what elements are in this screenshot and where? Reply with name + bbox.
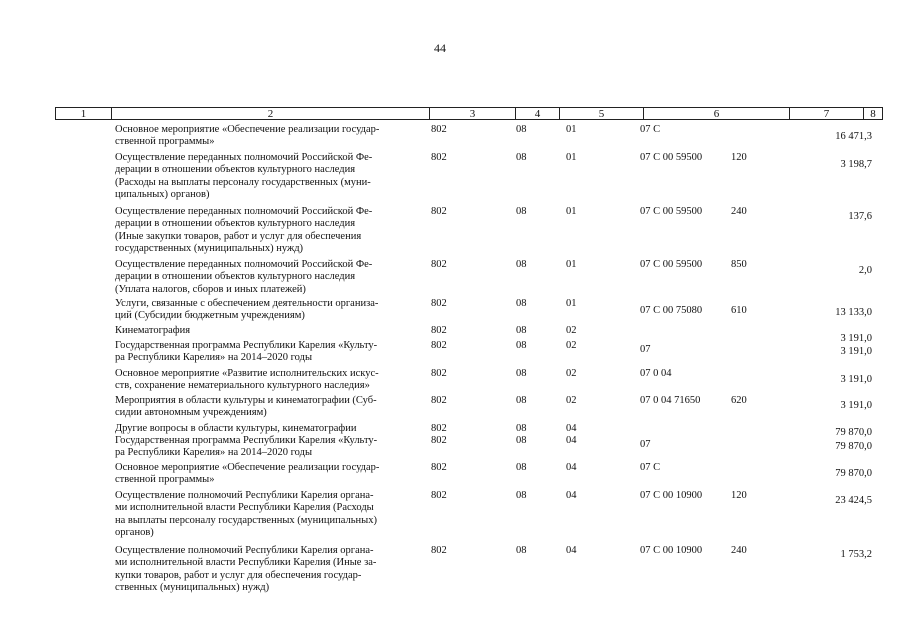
cell-vr: 240 <box>731 206 747 217</box>
cell-rz: 08 <box>516 340 527 351</box>
name-line: Осуществление полномочий Республики Карелия органа- <box>115 545 374 556</box>
name-line: Осуществление переданных полномочий Российской Фе- <box>115 206 373 217</box>
cell-rz: 08 <box>516 395 527 406</box>
header-col-1: 1 <box>56 108 112 119</box>
cell-sum: 137,6 <box>848 211 872 222</box>
cell-csr: 07 С 00 59500 <box>640 152 703 163</box>
cell-pr: 04 <box>566 435 577 446</box>
row-name <box>115 395 425 420</box>
cell-sum: 3 191,0 <box>840 374 872 385</box>
cell-sum: 3 198,7 <box>840 159 872 170</box>
row-name <box>115 124 425 149</box>
name-line: ципальных) органов) <box>115 188 210 200</box>
name-line: ственной программы» <box>115 136 215 148</box>
cell-sum: 3 191,0 <box>840 400 872 411</box>
cell-rz: 08 <box>516 490 527 501</box>
cell-pr: 01 <box>566 152 577 163</box>
cell-sum: 3 191,0 <box>840 346 872 357</box>
row-name <box>115 152 425 201</box>
cell-csr: 07 <box>640 344 651 355</box>
name-line: ций (Субсидии бюджетным учреждениям) <box>115 310 305 322</box>
cell-ved: 802 <box>431 395 447 406</box>
cell-ved: 802 <box>431 368 447 379</box>
header-col-5: 5 <box>560 108 644 119</box>
row-name <box>115 423 425 435</box>
cell-rz: 08 <box>516 152 527 163</box>
page-number: 44 <box>434 41 446 55</box>
header-col-8: 8 <box>870 108 876 120</box>
cell-vr: 120 <box>731 490 747 501</box>
cell-sum: 13 133,0 <box>835 307 872 318</box>
cell-csr: 07 <box>640 439 651 450</box>
name-line: Основное мероприятие «Обеспечение реализации государ- <box>115 462 380 473</box>
row-name <box>115 325 425 337</box>
cell-ved: 802 <box>431 423 447 434</box>
name-line: государственных (муниципальных) нужд) <box>115 242 304 254</box>
cell-vr: 610 <box>731 305 747 316</box>
cell-sum: 79 870,0 <box>835 441 872 452</box>
row-name <box>115 298 425 323</box>
name-line: купки товаров, работ и услуг для обеспечения государ- <box>115 569 362 581</box>
cell-sum: 79 870,0 <box>835 427 872 438</box>
cell-rz: 08 <box>516 298 527 309</box>
name-line: Другие вопросы в области культуры, кинематографии <box>115 423 357 434</box>
header-col-4: 4 <box>516 108 560 119</box>
name-line: ственной программы» <box>115 474 215 486</box>
row-name <box>115 435 425 460</box>
row-name <box>115 206 425 255</box>
cell-rz: 08 <box>516 206 527 217</box>
row-name <box>115 259 425 296</box>
cell-pr: 02 <box>566 395 577 406</box>
cell-ved: 802 <box>431 259 447 270</box>
cell-csr: 07 С 00 59500 <box>640 259 703 270</box>
name-line: дерации в отношении объектов культурного наследия <box>115 218 356 230</box>
name-line: Основное мероприятие «Развитие исполнительских искус- <box>115 368 379 379</box>
name-line: (Иные закупки товаров, работ и услуг для обеспечения <box>115 230 362 242</box>
cell-rz: 08 <box>516 259 527 270</box>
cell-ved: 802 <box>431 462 447 473</box>
row-name <box>115 368 425 393</box>
table-header <box>55 107 883 120</box>
cell-ved: 802 <box>431 545 447 556</box>
name-line: органов) <box>115 526 154 538</box>
name-line: Осуществление полномочий Республики Карелия органа- <box>115 490 374 501</box>
name-line: Осуществление переданных полномочий Российской Фе- <box>115 259 373 270</box>
name-line: Услуги, связанные с обеспечением деятельности организа- <box>115 298 379 309</box>
cell-pr: 01 <box>566 259 577 270</box>
name-line: ми исполнительной власти Республики Карелия (Расходы <box>115 502 374 514</box>
header-col-3: 3 <box>430 108 516 119</box>
cell-rz: 08 <box>516 423 527 434</box>
cell-ved: 802 <box>431 435 447 446</box>
cell-ved: 802 <box>431 340 447 351</box>
header-col-6: 6 <box>644 108 790 119</box>
cell-pr: 02 <box>566 325 577 336</box>
header-col-2: 2 <box>112 108 430 119</box>
cell-vr: 240 <box>731 545 747 556</box>
cell-sum: 3 191,0 <box>840 333 872 344</box>
cell-ved: 802 <box>431 490 447 501</box>
cell-rz: 08 <box>516 435 527 446</box>
cell-pr: 04 <box>566 423 577 434</box>
cell-sum: 79 870,0 <box>835 468 872 479</box>
cell-csr: 07 С <box>640 462 661 473</box>
name-line: Основное мероприятие «Обеспечение реализации государ- <box>115 124 380 135</box>
cell-ved: 802 <box>431 206 447 217</box>
cell-pr: 04 <box>566 462 577 473</box>
cell-pr: 01 <box>566 206 577 217</box>
header-col-7: 7 <box>790 108 864 119</box>
name-line: Мероприятия в области культуры и кинематографии (Суб- <box>115 395 377 406</box>
cell-csr: 07 С <box>640 124 661 135</box>
cell-pr: 04 <box>566 545 577 556</box>
name-line: ственных (муниципальных) нужд) <box>115 581 270 593</box>
cell-csr: 07 С 00 10900 <box>640 545 703 556</box>
name-line: Осуществление переданных полномочий Российской Фе- <box>115 152 373 163</box>
cell-rz: 08 <box>516 368 527 379</box>
cell-vr: 850 <box>731 259 747 270</box>
cell-csr: 07 0 04 <box>640 368 672 379</box>
cell-sum: 1 753,2 <box>840 549 872 560</box>
cell-pr: 01 <box>566 124 577 135</box>
cell-rz: 08 <box>516 462 527 473</box>
name-line: (Расходы на выплаты персоналу государственных (муни- <box>115 176 371 188</box>
row-name <box>115 340 425 365</box>
cell-sum: 23 424,5 <box>835 495 872 506</box>
cell-pr: 02 <box>566 368 577 379</box>
cell-csr: 07 С 00 75080 <box>640 305 703 316</box>
row-name <box>115 462 425 487</box>
cell-csr: 07 С 00 10900 <box>640 490 703 501</box>
name-line: дерации в отношении объектов культурного наследия <box>115 164 356 176</box>
cell-vr: 620 <box>731 395 747 406</box>
cell-rz: 08 <box>516 545 527 556</box>
row-name <box>115 545 425 594</box>
name-line: ств, сохранение нематериального культурного наследия» <box>115 380 370 392</box>
name-line: ми исполнительной власти Республики Карелия (Иные за- <box>115 557 377 569</box>
row-name <box>115 490 425 539</box>
cell-csr: 07 С 00 59500 <box>640 206 703 217</box>
cell-vr: 120 <box>731 152 747 163</box>
cell-ved: 802 <box>431 298 447 309</box>
name-line: Государственная программа Республики Карелия «Культу- <box>115 435 378 446</box>
cell-ved: 802 <box>431 124 447 135</box>
cell-ved: 802 <box>431 325 447 336</box>
name-line: на выплаты персоналу государственных (муниципальных) <box>115 514 377 526</box>
cell-sum: 16 471,3 <box>835 131 872 142</box>
cell-rz: 08 <box>516 124 527 135</box>
name-line: ра Республики Карелия» на 2014–2020 годы <box>115 447 313 459</box>
cell-rz: 08 <box>516 325 527 336</box>
cell-pr: 04 <box>566 490 577 501</box>
cell-pr: 02 <box>566 340 577 351</box>
name-line: ра Республики Карелия» на 2014–2020 годы <box>115 352 313 364</box>
name-line: Государственная программа Республики Карелия «Культу- <box>115 340 378 351</box>
cell-csr: 07 0 04 71650 <box>640 395 701 406</box>
name-line: (Уплата налогов, сборов и иных платежей) <box>115 283 306 295</box>
name-line: дерации в отношении объектов культурного наследия <box>115 271 356 283</box>
cell-sum: 2,0 <box>858 265 872 276</box>
cell-pr: 01 <box>566 298 577 309</box>
cell-ved: 802 <box>431 152 447 163</box>
name-line: Кинематография <box>115 325 191 336</box>
name-line: сидии автономным учреждениям) <box>115 407 267 419</box>
